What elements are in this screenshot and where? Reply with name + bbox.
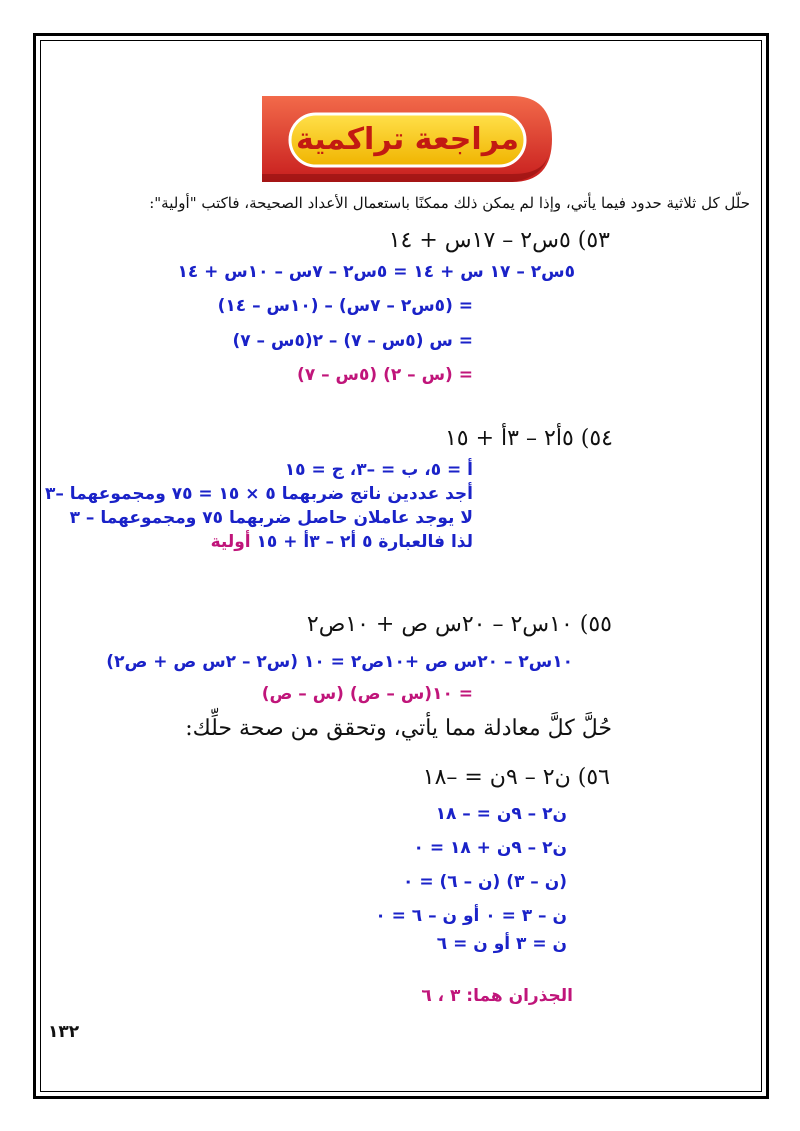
problem-56-step-3: (ن – ٣) (ن – ٦) = ٠: [403, 872, 567, 892]
problem-56-step-2: ن٢ – ٩ن + ١٨ = ٠: [413, 838, 567, 858]
problem-54-step-3: لا يوجد عاملان حاصل ضربهما ٧٥ ومجموعهما – ٣: [69, 508, 473, 528]
problem-54-answer: أولية: [210, 532, 251, 552]
instruction-solve: حُلَّ كلَّ معادلة مما يأتي، وتحقق من صحة حلِّك:: [185, 716, 612, 741]
problem-53-step-3: = س (٥س – ٧) – ٢(٥س – ٧): [232, 331, 473, 351]
problem-56-step-5: ن = ٣ أو ن = ٦: [436, 934, 567, 954]
problem-53-answer: = (س – ٢) (٥س – ٧): [297, 365, 473, 385]
problem-56-question: ٥٦) ن٢ – ٩ن = –١٨: [422, 765, 610, 790]
problem-54-conclusion-text: لذا فالعبارة ٥ أ٢ – ٣أ + ١٥: [250, 532, 473, 552]
problem-53-step-2: = (٥س٢ – ٧س) – (١٠س – ١٤): [217, 296, 473, 316]
problem-53-question: ٥٣) ٥س٢ – ١٧س + ١٤: [388, 228, 610, 253]
problem-56-step-1: ن٢ – ٩ن = – ١٨: [435, 804, 567, 824]
problem-54-conclusion: [211, 532, 473, 552]
problem-55-answer: = ١٠(س – ص) (س – ص): [261, 684, 473, 704]
problem-54-step-1: أ = ٥، ب = –٣، ج = ١٥: [284, 460, 473, 480]
problem-54-question: ٥٤) ٥أ٢ – ٣أ + ١٥: [444, 426, 613, 451]
problem-53-step-1: ٥س٢ – ١٧ س + ١٤ = ٥س٢ – ٧س – ١٠س + ١٤: [177, 262, 575, 282]
problem-55-step-1: ١٠س٢ – ٢٠س ص +١٠ص٢ = ١٠ (س٢ – ٢س ص + ص٢): [106, 652, 573, 672]
problem-56-roots: الجذران هما: ٣ ، ٦: [421, 986, 573, 1006]
page-number: ١٣٢: [48, 1022, 80, 1042]
problem-55-question: ٥٥) ١٠س٢ – ٢٠س ص + ١٠ص٢: [306, 612, 612, 637]
instruction-factor: حلّل كل ثلاثية حدود فيما يأتي، وإذا لم يمكن ذلك ممكنًا باستعمال الأعداد الصحيحة، فاكتب "أولية":: [149, 194, 750, 212]
problem-56-step-4: ن – ٣ = ٠ أو ن – ٦ = ٠: [375, 906, 567, 926]
section-banner: [262, 96, 552, 182]
banner-title: مراجعة تراكمية: [296, 122, 519, 157]
problem-54-step-2: أجد عددين ناتج ضربهما ٥ × ١٥ = ٧٥ ومجموعهما –٣: [44, 484, 473, 504]
